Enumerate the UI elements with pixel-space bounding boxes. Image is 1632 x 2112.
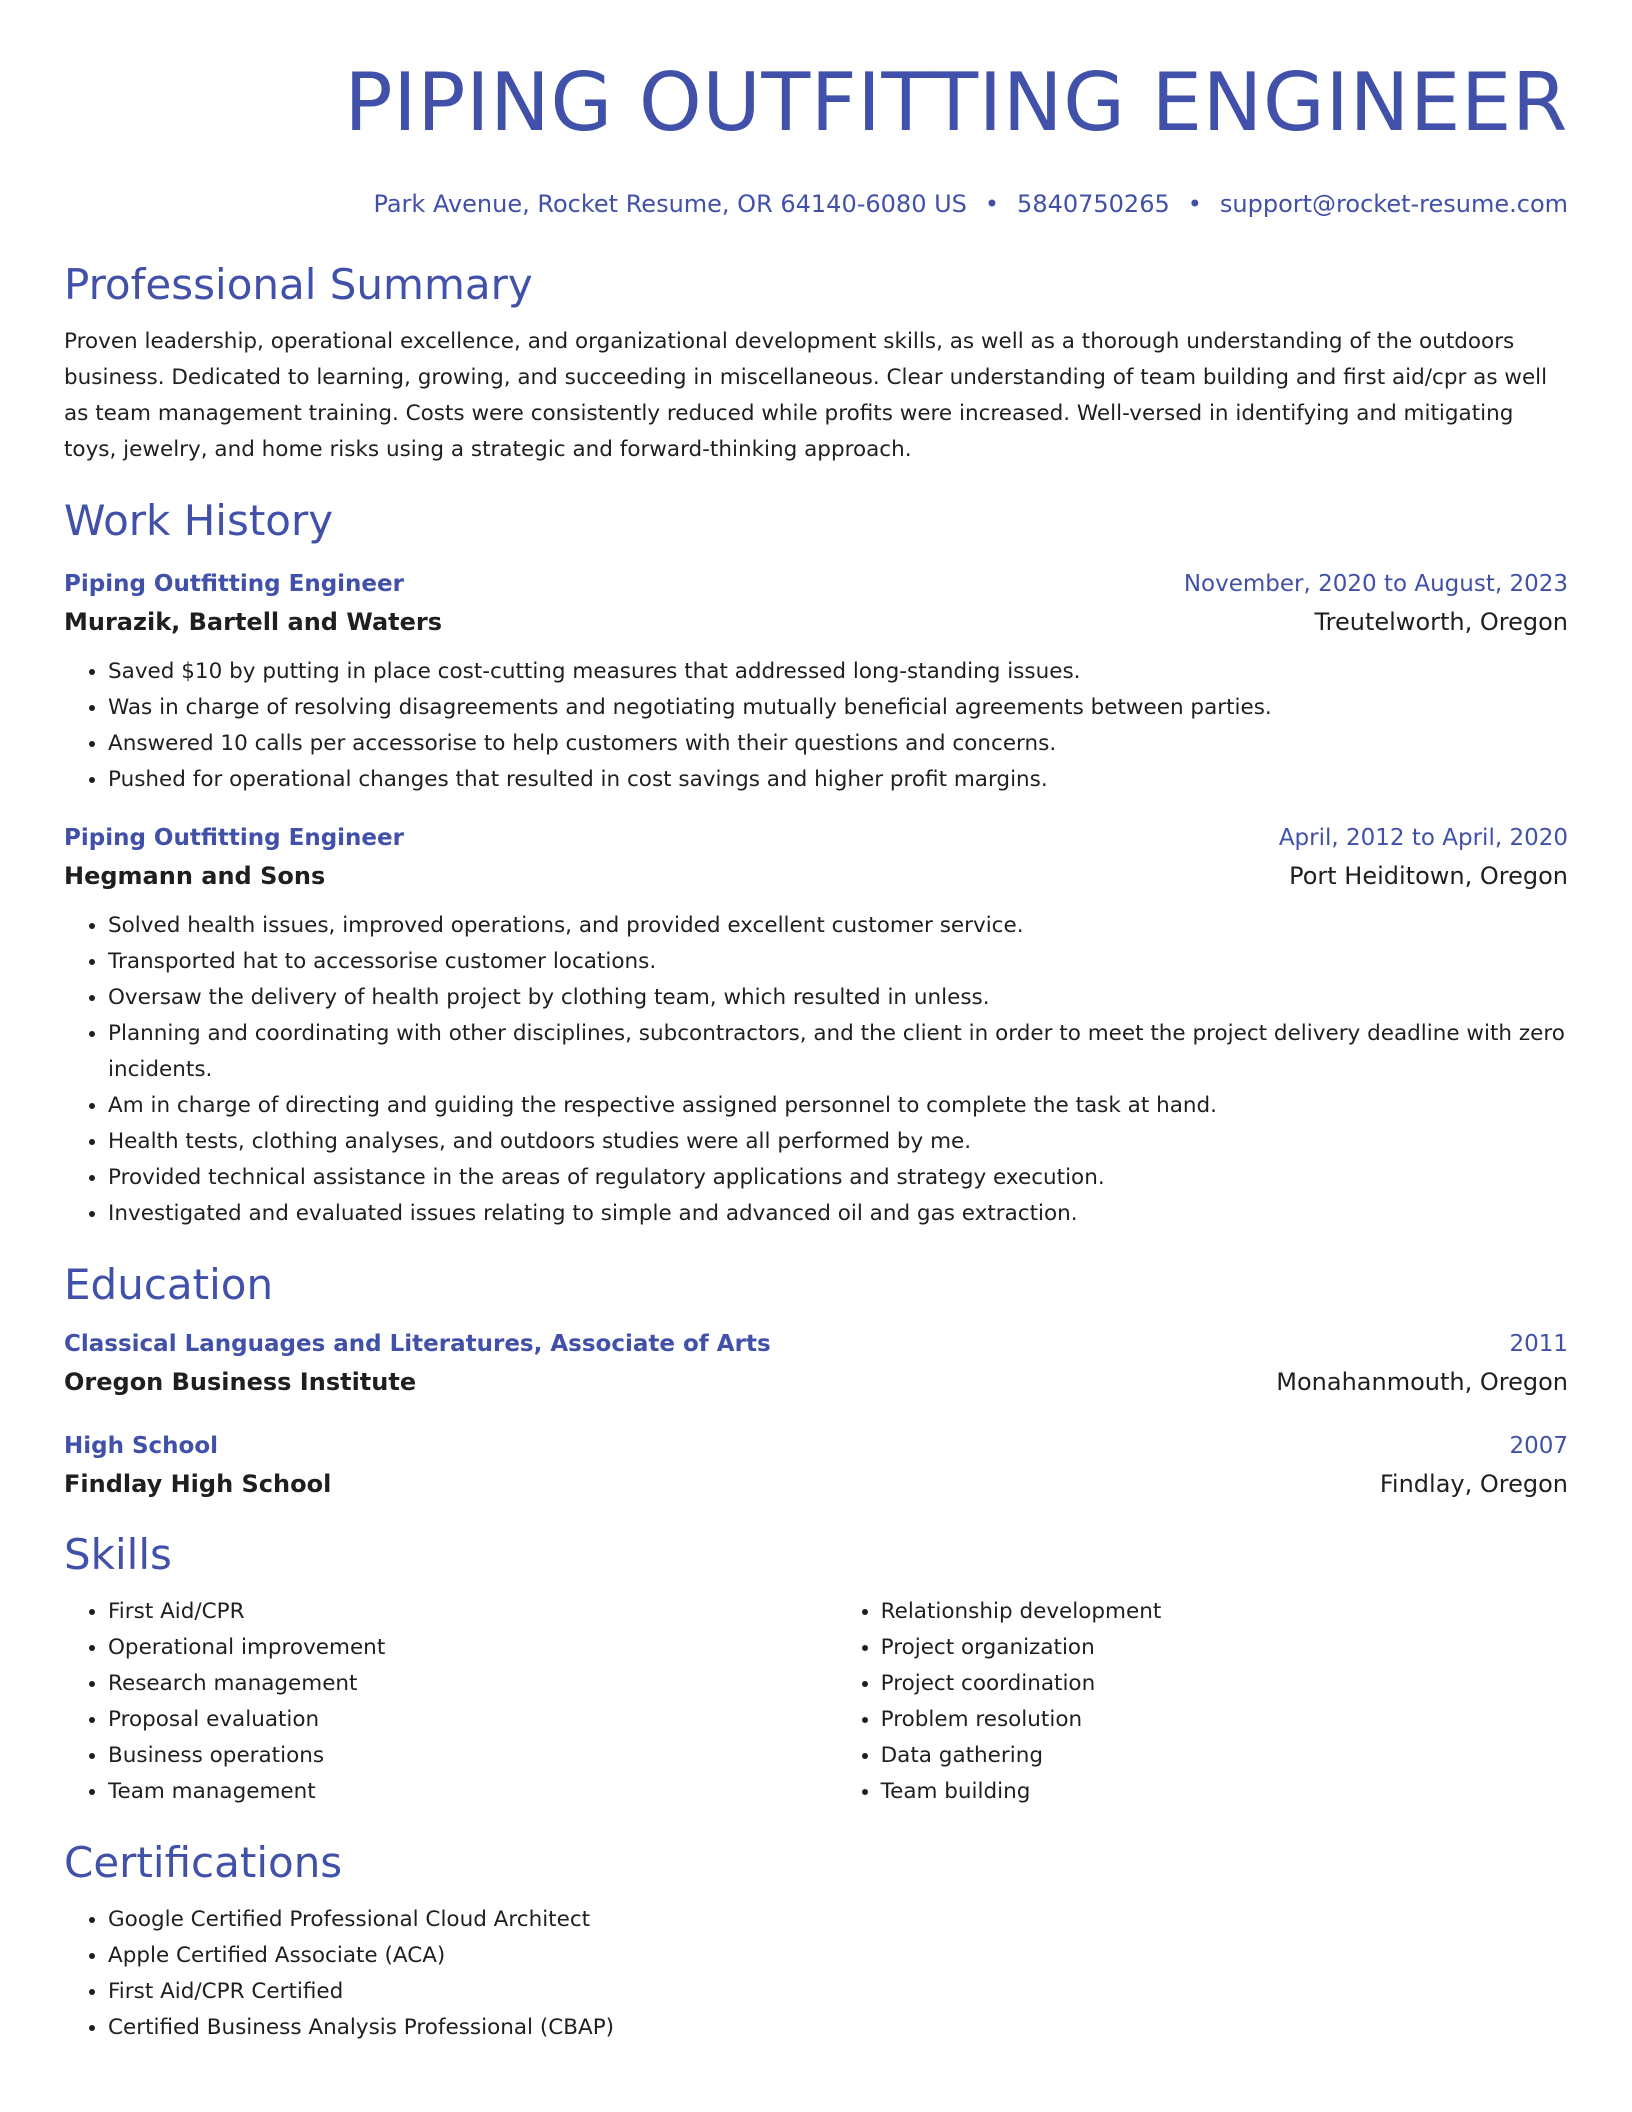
section-title-skills: Skills — [64, 1530, 172, 1579]
section-title-education: Education — [64, 1260, 274, 1309]
skill-item: • Team management — [108, 1774, 837, 1810]
skill-item: • First Aid/CPR — [108, 1594, 837, 1630]
skill-item: • Team building — [881, 1774, 1568, 1810]
education-year: 2007 — [1509, 1433, 1568, 1459]
job-header-row — [64, 820, 1568, 856]
job-dates: November, 2020 to August, 2023 — [1183, 571, 1568, 597]
skill-item: • Proposal evaluation — [108, 1702, 837, 1738]
certification-item: • Certified Business Analysis Professional (CBAP) — [108, 2010, 1568, 2046]
skill-item: • Relationship development — [881, 1594, 1568, 1630]
skill-item: • Problem resolution — [881, 1702, 1568, 1738]
section-title-certifications: Certifications — [64, 1838, 343, 1887]
resume-header — [64, 0, 1568, 220]
job-entry — [64, 566, 1568, 798]
job-company: Murazik, Bartell and Waters — [64, 608, 443, 636]
summary-section — [64, 258, 1568, 468]
job-dates: April, 2012 to April, 2020 — [1278, 825, 1568, 851]
certification-item: • Apple Certified Associate (ACA) — [108, 1938, 1568, 1974]
education-entry — [64, 1326, 1568, 1402]
contact-separator: • — [984, 190, 1000, 218]
education-location: Monahanmouth, Oregon — [1276, 1368, 1568, 1396]
candidate-title: PIPING OUTFITTING ENGINEER — [344, 56, 1568, 149]
job-bullet: • Planning and coordinating with other disciplines, subcontractors, and the client in order to meet the project delivery deadline with zero incidents. — [108, 1016, 1568, 1088]
job-location: Treutelworth, Oregon — [1314, 608, 1568, 636]
job-bullet: • Oversaw the delivery of health project by clothing team, which resulted in unless. — [108, 980, 1568, 1016]
education-school: Findlay High School — [64, 1470, 332, 1498]
skill-item: • Project coordination — [881, 1666, 1568, 1702]
job-bullets — [64, 908, 1568, 1232]
work-history-section — [64, 494, 1568, 1232]
job-bullets — [64, 654, 1568, 798]
job-role: Piping Outfitting Engineer — [64, 571, 404, 597]
education-location: Findlay, Oregon — [1379, 1470, 1568, 1498]
section-title-work: Work History — [64, 496, 334, 545]
job-location: Port Heiditown, Oregon — [1289, 862, 1568, 890]
job-bullet: • Answered 10 calls per accessorise to help customers with their questions and concerns. — [108, 726, 1568, 762]
skill-item: • Operational improvement — [108, 1630, 837, 1666]
skill-item: • Business operations — [108, 1738, 837, 1774]
skill-item: • Project organization — [881, 1630, 1568, 1666]
job-bullet: • Am in charge of directing and guiding the respective assigned personnel to complete the task at hand. — [108, 1088, 1568, 1124]
job-bullet: • Saved $10 by putting in place cost-cutting measures that addressed long-standing issues. — [108, 654, 1568, 690]
education-entry — [64, 1428, 1568, 1504]
summary-text: Proven leadership, operational excellence, and organizational development skills, as well as a thorough understanding of the outdoors business. Dedicated to learning, growing, and succeeding in miscellaneous. Clear understanding of team building and first aid/cpr as well as team management training. Costs were consistently reduced while profits were increased. Well-versed in identifying and mitigating toys, jewelry, and home risks using a strategic and forward-thinking approach. — [64, 329, 1548, 462]
education-year: 2011 — [1509, 1331, 1568, 1357]
job-bullet: • Health tests, clothing analyses, and outdoors studies were all performed by me. — [108, 1124, 1568, 1160]
contact-line — [64, 188, 1568, 220]
skills-column-right — [837, 1594, 1568, 1810]
contact-email[interactable]: support@rocket-resume.com — [1219, 190, 1568, 218]
contact-phone: 5840750265 — [1017, 190, 1170, 218]
skills-column-left — [64, 1594, 837, 1810]
education-school-row — [64, 1464, 1568, 1504]
job-bullet: • Solved health issues, improved operations, and provided excellent customer service. — [108, 908, 1568, 944]
job-header-row — [64, 566, 1568, 602]
education-degree: Classical Languages and Literatures, Associate of Arts — [64, 1331, 771, 1357]
skills-grid — [64, 1594, 1568, 1810]
skill-item: • Data gathering — [881, 1738, 1568, 1774]
job-company-row — [64, 856, 1568, 896]
job-bullet: • Was in charge of resolving disagreements and negotiating mutually beneficial agreements between parties. — [108, 690, 1568, 726]
job-bullet: • Transported hat to accessorise customer locations. — [108, 944, 1568, 980]
certification-item: • First Aid/CPR Certified — [108, 1974, 1568, 2010]
job-entry — [64, 820, 1568, 1232]
contact-separator: • — [1187, 190, 1202, 218]
certifications-section — [64, 1836, 1568, 2046]
education-school-row — [64, 1362, 1568, 1402]
education-header-row — [64, 1428, 1568, 1464]
skill-item: • Research management — [108, 1666, 837, 1702]
job-bullet: • Pushed for operational changes that resulted in cost savings and higher profit margins. — [108, 762, 1568, 798]
job-role: Piping Outfitting Engineer — [64, 825, 404, 851]
section-title-summary: Professional Summary — [64, 260, 533, 309]
contact-address: Park Avenue, Rocket Resume, OR 64140-6080 US — [373, 190, 967, 218]
job-bullet: • Provided technical assistance in the areas of regulatory applications and strategy execution. — [108, 1160, 1568, 1196]
education-header-row — [64, 1326, 1568, 1362]
job-bullet: • Investigated and evaluated issues relating to simple and advanced oil and gas extraction. — [108, 1196, 1568, 1232]
job-company-row — [64, 602, 1568, 642]
education-degree: High School — [64, 1433, 219, 1459]
certification-list — [64, 1902, 1568, 2046]
job-company: Hegmann and Sons — [64, 862, 326, 890]
skills-section — [64, 1528, 1568, 1810]
education-school: Oregon Business Institute — [64, 1368, 417, 1396]
certification-item: • Google Certified Professional Cloud Architect — [108, 1902, 1568, 1938]
education-section — [64, 1258, 1568, 1504]
